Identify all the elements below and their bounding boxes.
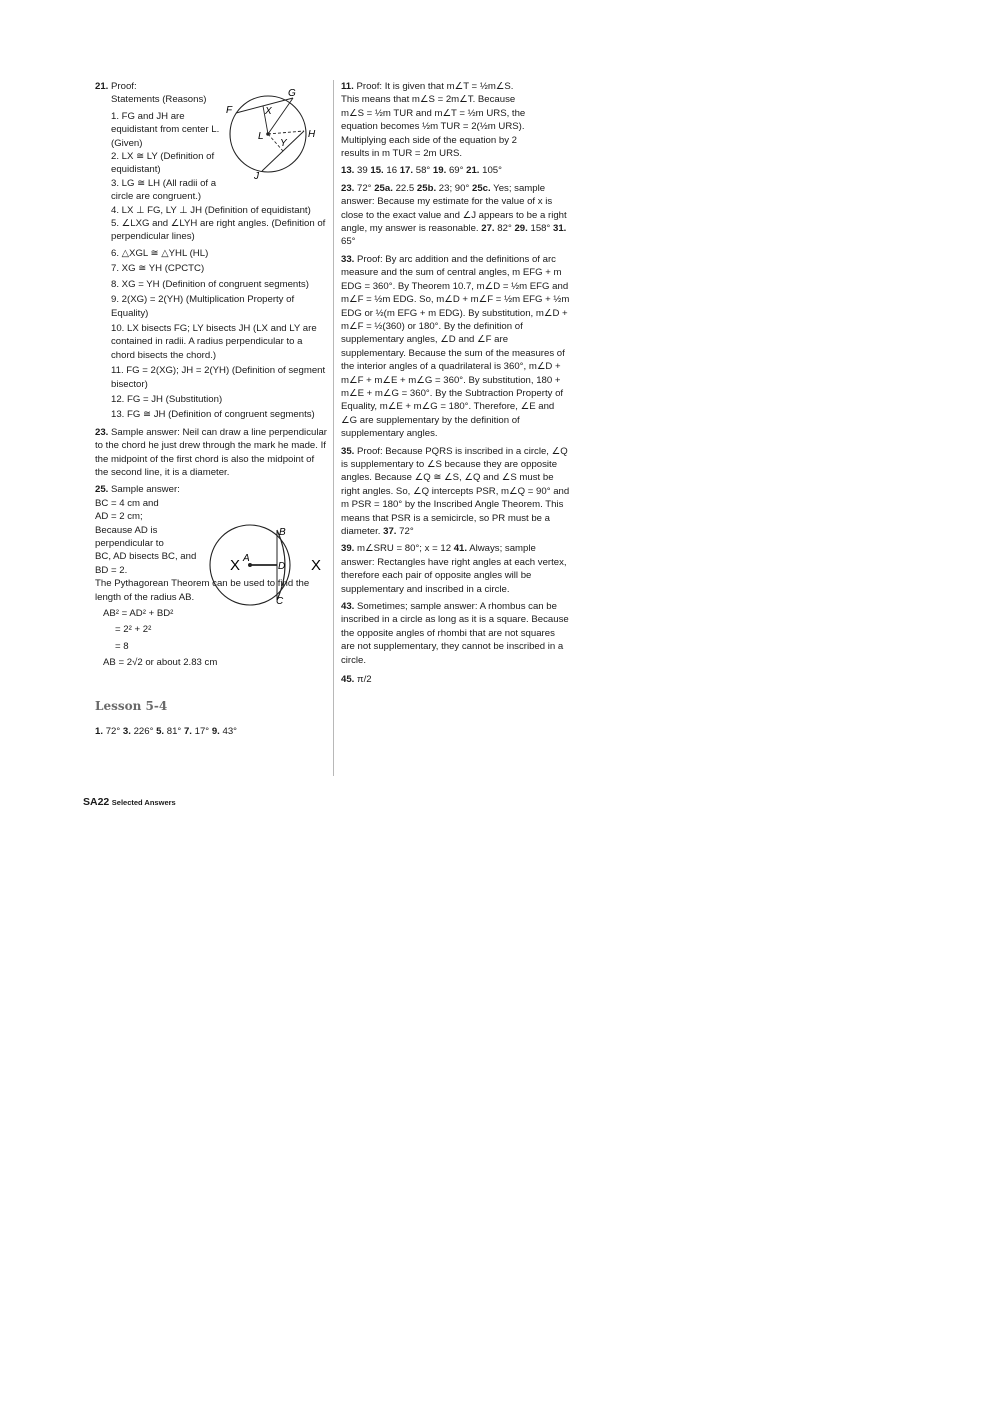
lesson-heading: Lesson 5-4	[95, 698, 168, 713]
answer-value: 158°	[530, 223, 551, 235]
answer-number: 1.	[95, 726, 104, 738]
answer-value: 105°	[482, 165, 502, 177]
answer-number: 43.	[341, 601, 355, 613]
answer-value: 43°	[222, 726, 238, 738]
answer-value: 58°	[415, 165, 431, 177]
answer-text: Proof: By arc addition and the definitions of arc measure and the sum of central angles, m EFG + m EDG = 360°. By Theorem 10.7, m∠D = ½m EFG and m∠F = ½m EDG. So, m∠D + m∠F = ½m EFG + ½m EDG or ½(m EFG + m EDG). By substitution, m∠D + m∠F = ½(360) or 180°. By the definition of supplementary angles, ∠D and ∠F are supplementary. Because the sum of the measures of the interior angles of a quadrilateral is 360°, m∠D + m∠F + m∠E + m∠G = 360°. By substitution, 180 + m∠E + m∠G = 360°. By the Subtraction Property of Equality, m∠E + m∠G = 180°. Therefore, ∠E and ∠G are supplementary by the definition of supplementary angles.	[341, 253, 570, 440]
answer-number: 35.	[341, 445, 355, 457]
proof-line: results in m TUR = 2m URS.	[341, 148, 463, 160]
answer-value: 16	[386, 165, 398, 177]
statement-7: 7. XG ≅ YH (CPCTC)	[111, 263, 205, 275]
answer-line: AD = 2 cm;	[95, 511, 143, 523]
statement-8: 8. XG = YH (Definition of congruent segments)	[111, 278, 309, 290]
answer-value: 72°	[105, 726, 121, 738]
answer-line: The Pythagorean Theorem can be used to find the length of the radius AB.	[95, 578, 310, 603]
center-point	[266, 132, 270, 136]
answer-number: 25c.	[471, 182, 491, 194]
answer-value: 72°	[357, 182, 372, 194]
page-number: SA22	[83, 796, 110, 808]
page-footer	[83, 796, 176, 808]
mark-x-right: X	[311, 557, 322, 574]
label-g: G	[288, 88, 296, 99]
answer-number: 39.	[341, 543, 355, 555]
answer-number: 25.	[95, 484, 109, 496]
answer-value: 65°	[341, 236, 356, 248]
answer-number: 5.	[156, 726, 165, 738]
radius-lh	[268, 131, 304, 134]
answer-number: 37.	[383, 526, 397, 537]
statement-12: 12. FG = JH (Substitution)	[111, 393, 223, 405]
column-divider	[333, 80, 334, 776]
proof-line: equation becomes ½m TUR = 2(½m URS).	[341, 121, 525, 133]
lesson-answers	[95, 725, 327, 738]
answer-number: 19.	[432, 165, 447, 177]
answers-39-41	[341, 542, 571, 596]
answer-number: 3.	[122, 726, 131, 738]
footer-label: Selected Answers	[111, 798, 176, 807]
answer-value: 23; 90°	[438, 182, 470, 194]
label-a: A	[243, 553, 250, 564]
answer-number: 31.	[553, 223, 567, 235]
answer-number: 25a.	[374, 182, 393, 194]
statement-5: 5. ∠LXG and ∠LYH are right angles. (Definition of perpendicular lines)	[111, 218, 326, 243]
answer-value: 22.5	[395, 182, 415, 194]
statement-2: 2. LX ≅ LY (Definition of equidistant)	[111, 151, 215, 176]
answer-value: π/2	[357, 674, 372, 686]
answer-11	[341, 80, 571, 160]
statement-9: 9. 2(XG) = 2(YH) (Multiplication Property of Equality)	[111, 294, 295, 319]
label-x: X	[265, 106, 272, 117]
mark-x-left: X	[230, 557, 241, 574]
label-j: J	[254, 171, 259, 182]
answer-number: 7.	[183, 726, 192, 738]
answer-value: 226°	[133, 726, 154, 738]
label-l: L	[258, 131, 264, 142]
statement-6: 6. △XGL ≅ △YHL (HL)	[111, 247, 209, 259]
answer-line: perpendicular to	[95, 538, 164, 549]
statement-11: 11. FG = 2(XG); JH = 2(YH) (Definition of segment bisector)	[111, 365, 326, 390]
answer-value: 69°	[448, 165, 464, 177]
answer-value: 72°	[399, 526, 414, 537]
answer-value: 81°	[166, 726, 182, 738]
answer-text: Proof: Because PQRS is inscribed in a circle, ∠Q is supplementary to ∠S because they are opposite angles. Because ∠Q ≅ ∠S, ∠Q and ∠S must be right angles. So, ∠Q intercepts PSR, m∠Q = 90° and m PSR = 180° by the Inscribed Angle Theorem. This means that PSR is a semicircle, so PR must be a diameter.	[341, 445, 570, 537]
answer-value: 82°	[497, 223, 512, 235]
label-d: D	[278, 561, 286, 572]
answer-number: 41.	[453, 543, 468, 555]
answer-number: 23.	[95, 426, 109, 438]
label-b: B	[279, 527, 286, 538]
answer-43	[341, 600, 571, 667]
label-c: C	[276, 596, 284, 607]
label-h: H	[308, 129, 316, 140]
answer-number: 11.	[341, 81, 354, 92]
statement-10: 10. LX bisects FG; LY bisects JH (LX and LY are contained in radii. A radius perpendicular to a chord bisects the chord.)	[111, 322, 317, 361]
label-y: Y	[280, 138, 287, 149]
answer-number: 29.	[514, 223, 528, 235]
answer-number: 9.	[211, 726, 220, 738]
answer-line: BC, AD bisects BC, and	[95, 551, 197, 563]
circle-chords-figure	[218, 84, 322, 184]
answer-number: 21.	[95, 81, 109, 92]
answer-line: BD = 2.	[95, 564, 128, 576]
answer-line: Because AD is	[95, 524, 158, 536]
answer-line: Sample answer:	[111, 484, 180, 496]
proof-heading: Proof:	[111, 81, 137, 92]
statement-13: 13. FG ≅ JH (Definition of congruent segments)	[111, 409, 315, 421]
answer-text: Sometimes; sample answer: A rhombus can be inscribed in a circle as long as it is a square. Because the opposite angles of rhombi that are not squares are not supplementary, they cannot be inscribed in a circle.	[341, 601, 569, 666]
proof-subheading: Statements (Reasons)	[111, 94, 207, 106]
answer-number: 17.	[399, 165, 414, 177]
answer-value: m∠SRU = 80°; x = 12	[357, 543, 452, 555]
equation-line: = 2² + 2²	[115, 624, 152, 636]
answer-45	[341, 673, 571, 686]
answer-line: BC = 4 cm and	[95, 497, 159, 509]
answer-23	[95, 426, 327, 480]
answer-number: 15.	[370, 165, 384, 177]
right-column	[341, 80, 571, 690]
proof-line: Multiplying each side of the equation by 2	[341, 134, 517, 146]
statement-4: 4. LX ⊥ FG, LY ⊥ JH (Definition of equidistant)	[111, 204, 311, 216]
answers-13-21	[341, 164, 571, 177]
equation-line: AB = 2√2 or about 2.83 cm	[103, 657, 218, 669]
answer-35	[341, 445, 571, 539]
answer-number: 45.	[341, 674, 355, 686]
equation-line: = 8	[115, 640, 129, 652]
answer-number: 13.	[341, 165, 355, 177]
statement-3: 3. LG ≅ LH (All radii of a circle are congruent.)	[111, 177, 217, 203]
answer-number: 27.	[481, 223, 495, 235]
answer-number: 25b.	[416, 182, 437, 194]
answer-33	[341, 253, 571, 441]
answer-text: Always; sample answer: Rectangles have right angles at each vertex, therefore each pair of opposite angles will be supplementary and inscribed in a circle.	[341, 543, 567, 595]
circle-radius-figure	[205, 520, 330, 610]
proof-line: m∠S = ½m TUR and m∠T = ½m URS, the	[341, 107, 526, 119]
answer-value: 17°	[194, 726, 210, 738]
proof-line: Proof: It is given that m∠T = ½m∠S.	[356, 81, 514, 92]
answer-number: 21.	[466, 165, 480, 177]
statement-1: 1. FG and JH are equidistant from center L. (Given)	[111, 110, 220, 149]
answers-23-31	[341, 182, 571, 249]
answer-text: Sample answer: Neil can draw a line perpendicular to the chord he just drew through the mark he made. If the midpoint of the first chord is also the midpoint of the second line, it is a diameter.	[95, 426, 327, 478]
proof-line: This means that m∠S = 2m∠T. Because	[341, 94, 516, 106]
equation-line: AB² = AD² + BD²	[103, 608, 174, 620]
answer-value: 39	[357, 165, 368, 177]
answer-number: 33.	[341, 253, 355, 265]
answer-text: Yes; sample answer: Because my estimate for the value of x is close to the exact value and ∠J appears to be a right angle, my answer is reasonable.	[341, 182, 567, 235]
answer-number: 23.	[341, 182, 355, 194]
label-f: F	[226, 105, 233, 116]
